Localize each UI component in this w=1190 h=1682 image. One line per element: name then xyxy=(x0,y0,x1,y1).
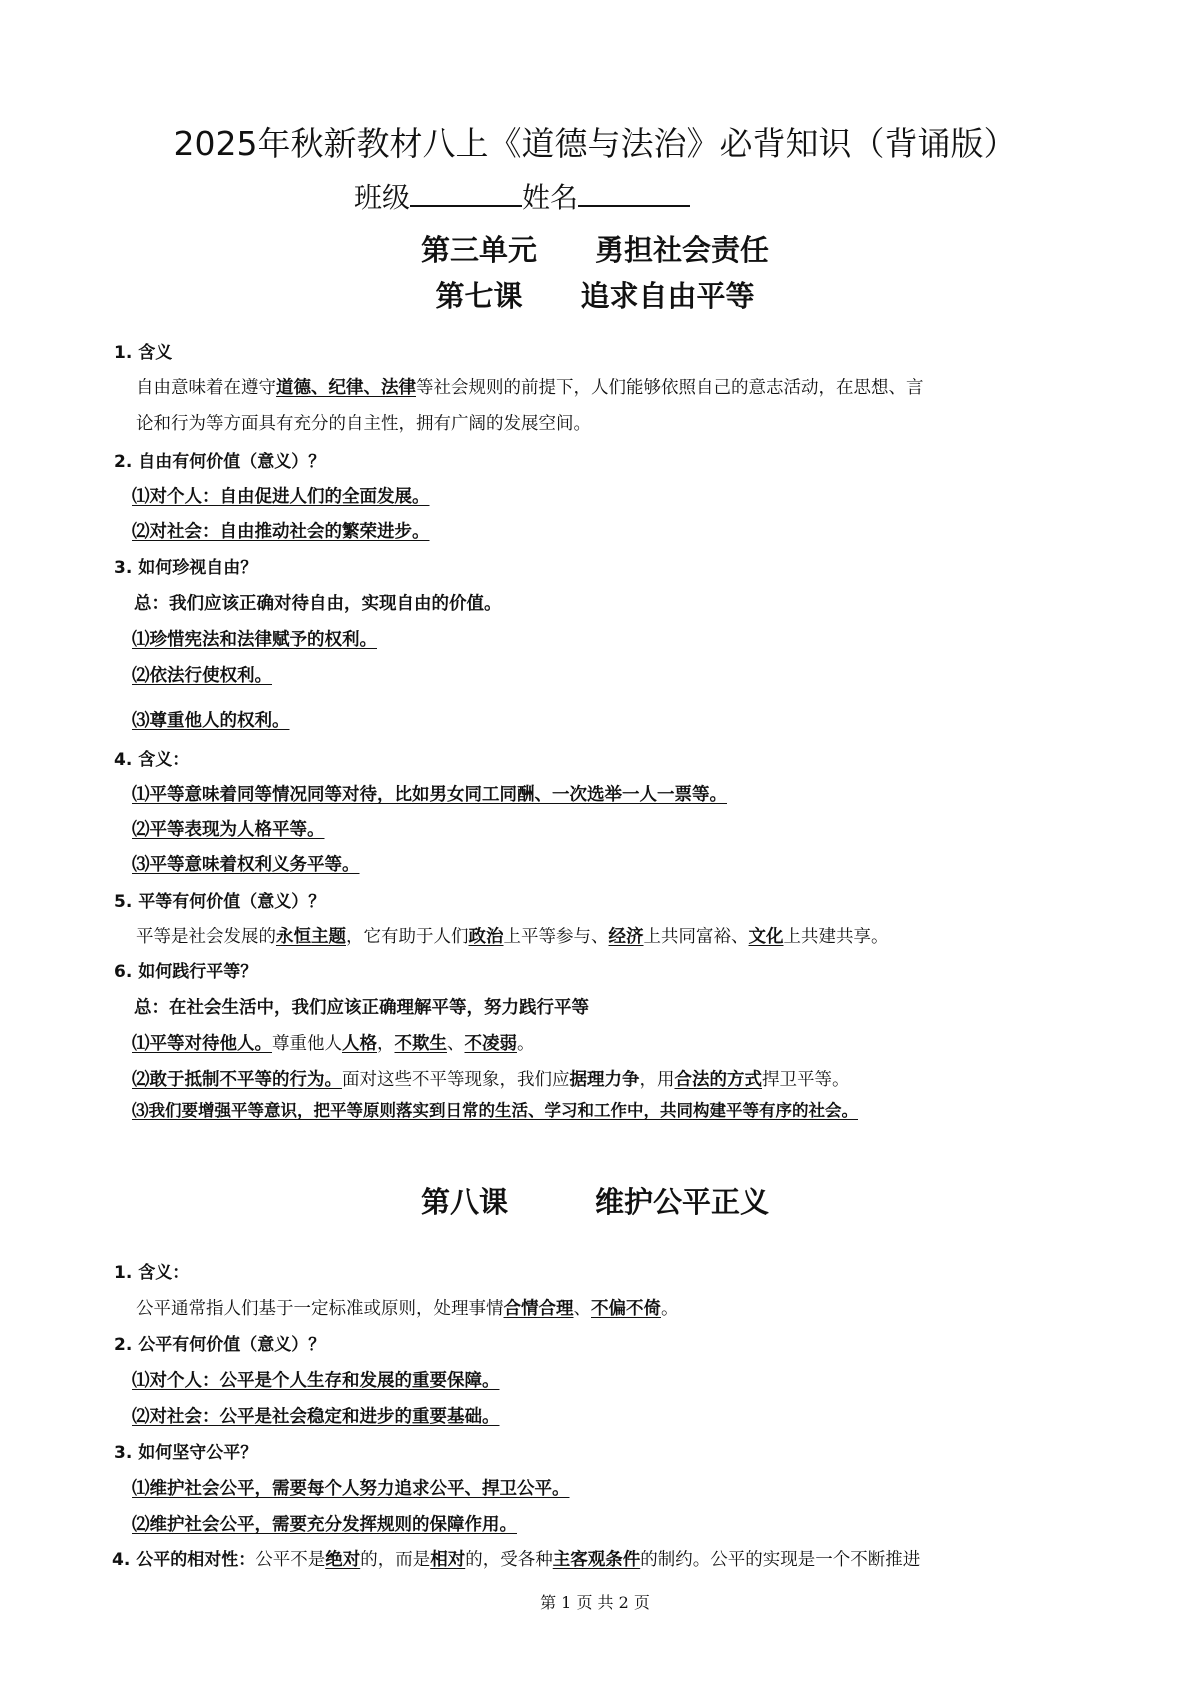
l7-q3-answer2: ⑵依法行使权利。 xyxy=(132,666,272,686)
keyword: 永恒主题 xyxy=(276,927,346,947)
text: 的，受各种 xyxy=(465,1550,553,1570)
l8-q2-heading: 2. 公平有何价值（意义）？ xyxy=(114,1335,326,1355)
l8-q3-answer2: ⑵维护社会公平，需要充分发挥规则的保障作用。 xyxy=(132,1515,517,1535)
l7-q1-paragraph-line2: 论和行为等方面具有充分的自主性，拥有广阔的发展空间。 xyxy=(136,414,591,434)
text: 自由意味着在遵守 xyxy=(136,378,276,398)
l7-q1-heading: 1. 含义 xyxy=(114,343,173,363)
keyword: 据理力争 xyxy=(569,1070,640,1090)
class-label: 班级 xyxy=(354,181,411,214)
l8-q4-paragraph xyxy=(112,1548,920,1572)
l7-q5-heading: 5. 平等有何价值（意义）？ xyxy=(114,892,326,912)
text: ，用 xyxy=(639,1070,675,1090)
keyword: 相对 xyxy=(430,1550,466,1570)
l7-q4-heading: 4. 含义： xyxy=(114,750,190,770)
keyword: 文化 xyxy=(748,927,784,947)
text: 。 xyxy=(517,1034,535,1054)
name-label: 姓名 xyxy=(522,181,579,214)
l7-q3-answer3: ⑶尊重他人的权利。 xyxy=(132,711,290,731)
text: ，它有助于人们 xyxy=(346,927,469,947)
keyword: 道德、纪律、法律 xyxy=(276,378,416,398)
l7-q2-heading: 2. 自由有何价值（意义）？ xyxy=(114,452,326,472)
l8-q2-answer2: ⑵对社会：公平是社会稳定和进步的重要基础。 xyxy=(132,1407,500,1427)
keyword: 合法的方式 xyxy=(674,1070,762,1090)
keyword: 不凌弱 xyxy=(464,1034,517,1054)
l7-q3-heading: 3. 如何珍视自由？ xyxy=(114,558,258,578)
keyword: 不欺生 xyxy=(394,1034,447,1054)
page-footer: 第 1 页 共 2 页 xyxy=(540,1593,650,1612)
lesson8-title: 第八课 维护公平正义 xyxy=(420,1185,769,1219)
l7-q6-answer3: ⑶我们要增强平等意识，把平等原则落实到日常的生活、学习和工作中，共同构建平等有序的社会。 xyxy=(132,1101,858,1120)
l7-q2-answer1: ⑴对个人：自由促进人们的全面发展。 xyxy=(132,487,430,507)
keyword: 不偏不倚 xyxy=(591,1299,661,1319)
lesson7-title: 第七课 追求自由平等 xyxy=(435,279,755,313)
keyword: 人格 xyxy=(342,1034,377,1054)
heading: 4. 公平的相对性： xyxy=(112,1550,256,1570)
text: 的制约。公平的实现是一个不断推进 xyxy=(640,1550,921,1570)
document-title: 2025年秋新教材八上《道德与法治》必背知识（背诵版） xyxy=(173,124,1017,163)
text: 上平等参与、 xyxy=(503,927,609,947)
l7-q5-paragraph xyxy=(136,925,889,949)
text: 公平通常指人们基于一定标准或原则，处理事情 xyxy=(136,1299,504,1319)
l8-q3-heading: 3. 如何坚守公平？ xyxy=(114,1443,258,1463)
class-blank[interactable] xyxy=(410,179,522,207)
text: 的，而是 xyxy=(360,1550,431,1570)
text: 。 xyxy=(661,1299,679,1319)
keyword: 合情合理 xyxy=(503,1299,574,1319)
l7-q4-answer1: ⑴平等意味着同等情况同等对待，比如男女同工同酬、一次选举一人一票等。 xyxy=(132,785,727,805)
l8-q1-heading: 1. 含义： xyxy=(114,1263,190,1283)
keyword: 主客观条件 xyxy=(552,1550,641,1570)
keyword: 经济 xyxy=(608,927,644,947)
l8-q3-answer1: ⑴维护社会公平，需要每个人努力追求公平、捍卫公平。 xyxy=(132,1479,570,1499)
text: ， xyxy=(377,1034,395,1054)
l7-q6-summary: 总：在社会生活中，我们应该正确理解平等，努力践行平等 xyxy=(134,998,589,1018)
keyword: 绝对 xyxy=(325,1550,361,1570)
unit-title: 第三单元 勇担社会责任 xyxy=(420,233,769,267)
text: 公平不是 xyxy=(255,1550,326,1570)
text: 上共同富裕、 xyxy=(643,927,749,947)
answer-lead: ⑵敢于抵制不平等的行为。 xyxy=(132,1070,342,1090)
text: 尊重他人 xyxy=(272,1034,342,1054)
answer-lead: ⑴平等对待他人。 xyxy=(132,1034,272,1054)
l8-q1-paragraph xyxy=(136,1297,679,1321)
l7-q3-summary: 总：我们应该正确对待自由，实现自由的价值。 xyxy=(134,594,502,614)
text: 、 xyxy=(447,1034,465,1054)
l7-q4-answer2: ⑵平等表现为人格平等。 xyxy=(132,820,325,840)
l7-q6-heading: 6. 如何践行平等？ xyxy=(114,962,258,982)
text: 面对这些不平等现象，我们应 xyxy=(342,1070,570,1090)
l7-q6-answer1 xyxy=(132,1032,535,1056)
l7-q3-answer1: ⑴珍惜宪法和法律赋予的权利。 xyxy=(132,630,377,650)
l7-q2-answer2: ⑵对社会：自由推动社会的繁荣进步。 xyxy=(132,522,430,542)
text: 等社会规则的前提下，人们能够依照自己的意志活动，在思想、言 xyxy=(416,378,924,398)
l7-q6-answer2 xyxy=(132,1068,850,1092)
text: 上共建共享。 xyxy=(783,927,889,947)
class-name-line xyxy=(354,176,690,216)
l8-q2-answer1: ⑴对个人：公平是个人生存和发展的重要保障。 xyxy=(132,1371,500,1391)
text: 捍卫平等。 xyxy=(762,1070,850,1090)
name-blank[interactable] xyxy=(578,179,690,207)
text: 、 xyxy=(573,1299,591,1319)
text: 平等是社会发展的 xyxy=(136,927,276,947)
keyword: 政治 xyxy=(468,927,504,947)
l7-q1-paragraph-line1 xyxy=(136,376,924,400)
l7-q4-answer3: ⑶平等意味着权利义务平等。 xyxy=(132,855,360,875)
